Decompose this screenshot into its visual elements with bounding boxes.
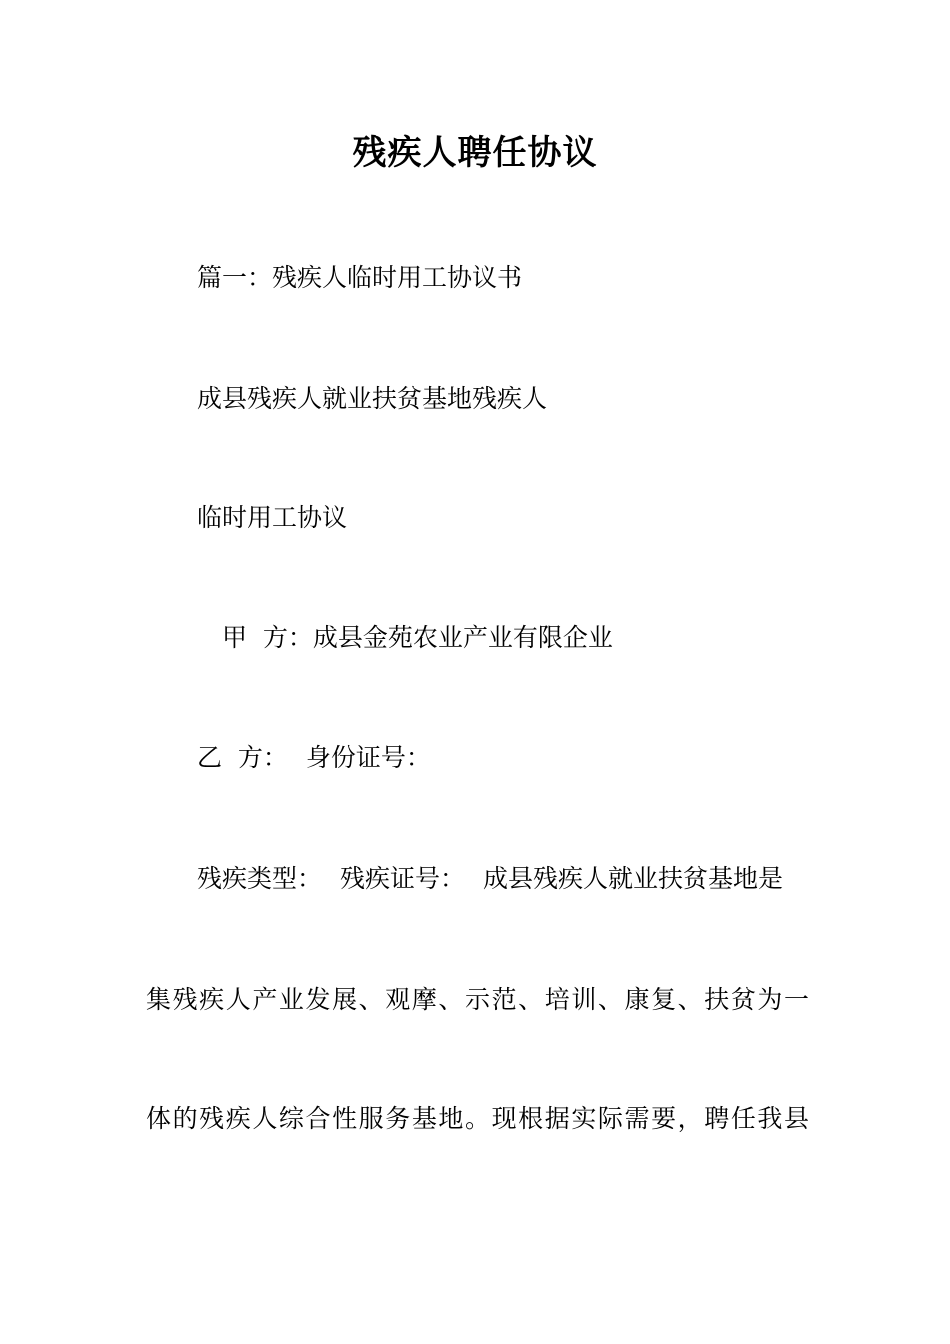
body-text-start: 成县残疾人就业扶贫基地是 <box>483 864 784 893</box>
document-title: 残疾人聘任协议 <box>352 133 598 173</box>
disability-type-label: 残疾类型： <box>197 864 323 893</box>
agreement-name: 临时用工协议 <box>197 503 348 532</box>
body-text-line-3: 体的残疾人综合性服务基地。现根据实际需要，聘任我县 <box>146 1104 809 1133</box>
disability-info-line <box>197 861 809 897</box>
id-number-label: 身份证号： <box>305 743 431 772</box>
disability-cert-label: 残疾证号： <box>340 864 466 893</box>
section-heading: 篇一：残疾人临时用工协议书 <box>197 263 523 292</box>
party-b-line <box>197 740 431 776</box>
organization-line: 成县残疾人就业扶贫基地残疾人 <box>197 384 548 413</box>
body-text-line-2: 集残疾人产业发展、观摩、示范、培训、康复、扶贫为一 <box>146 985 809 1014</box>
party-b-label: 乙 方： <box>197 743 288 772</box>
party-a-line: 甲 方：成县金苑农业产业有限企业 <box>222 623 613 652</box>
